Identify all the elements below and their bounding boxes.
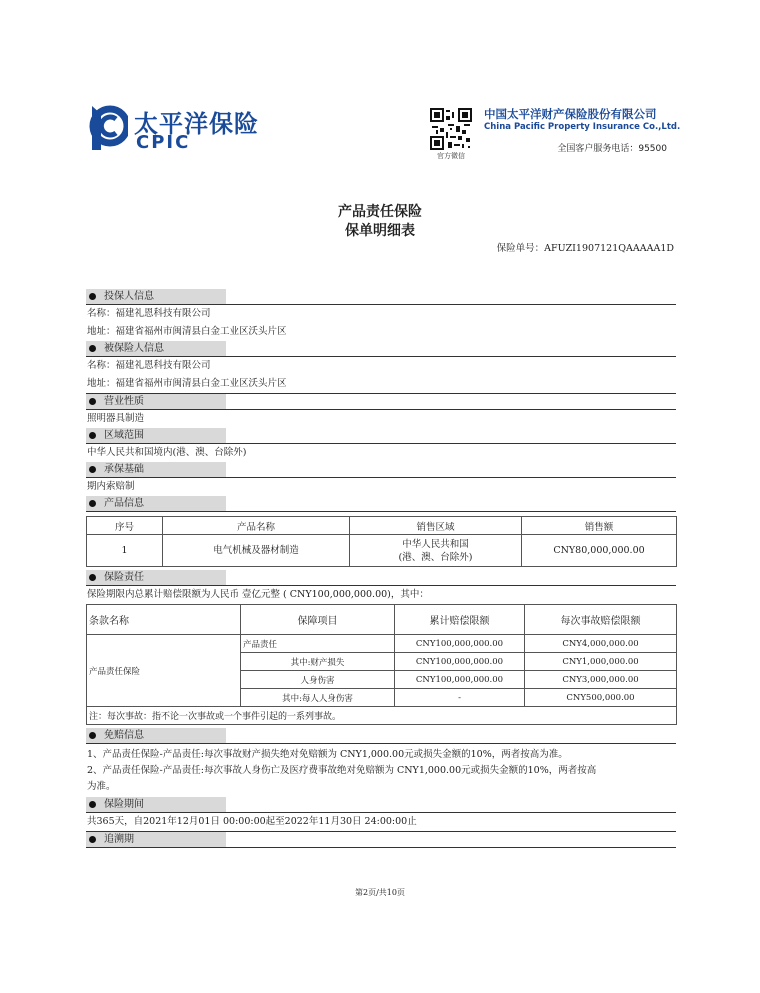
bullet-icon — [89, 732, 96, 739]
coverage-item: 其中:每人人身伤害 — [241, 689, 395, 707]
qr-caption: 官方微信 — [437, 152, 465, 160]
service-hotline: 全国客户服务电话：95500 — [557, 144, 667, 154]
bullet-icon — [89, 466, 96, 473]
qr-code-icon — [430, 108, 472, 150]
liability-intro: 保险期限内总累计赔偿限额为人民币 壹亿元整 ( CNY100,000,000.00)，其中： — [87, 589, 429, 600]
product-region: 中华人民共和国 (港、澳、台除外) — [350, 535, 522, 567]
applicant-name: 名称：福建礼恩科技有限公司 — [87, 308, 211, 319]
insured-address: 地址：福建省福州市闽清县白金工业区沃头片区 — [86, 375, 676, 394]
deductible-line-1: 1、产品责任保险-产品责任:每次事故财产损失绝对免赔额为 CNY1,000.00元或损失金额的10%，两者按高为准。 — [87, 749, 568, 760]
per-occurrence-limit: CNY4,000,000.00 — [525, 635, 677, 653]
section-header-insured: 被保险人信息 — [86, 341, 676, 357]
policy-number: 保险单号：AFUZI1907121QAAAAA1D — [496, 243, 674, 254]
cpic-logo-mark-icon — [88, 102, 128, 152]
section-header-business: 营业性质 — [86, 394, 676, 410]
company-name-chinese: 中国太平洋财产保险股份有限公司 — [484, 107, 657, 121]
policy-details — [86, 289, 676, 848]
bullet-icon — [89, 293, 96, 300]
business-nature: 照明器具制造 — [87, 413, 145, 424]
logo-english-text: CPIC — [136, 132, 191, 153]
bullet-icon — [89, 801, 96, 808]
coverage-item: 产品责任 — [241, 635, 395, 653]
bullet-icon — [89, 345, 96, 352]
aggregate-limit: CNY100,000,000.00 — [395, 653, 525, 671]
bullet-icon — [89, 500, 96, 507]
logo-chinese-text: 太平洋保险 — [134, 110, 259, 138]
bullet-icon — [89, 432, 96, 439]
column-header: 条款名称 — [87, 605, 241, 635]
table-note-row — [87, 707, 677, 725]
bullet-icon — [89, 574, 96, 581]
aggregate-limit: CNY100,000,000.00 — [395, 671, 525, 689]
table-header-row — [87, 605, 677, 635]
bullet-icon — [89, 836, 96, 843]
section-header-retroactive: 追溯期 — [86, 832, 676, 848]
column-header: 销售区域 — [350, 517, 522, 535]
bullet-icon — [89, 398, 96, 405]
column-header: 每次事故赔偿限额 — [525, 605, 677, 635]
product-sales: CNY80,000,000.00 — [522, 535, 677, 567]
applicant-address: 地址：福建省福州市闽清县白金工业区沃头片区 — [87, 326, 287, 337]
underwriting-basis: 期内索赔制 — [87, 481, 135, 492]
section-header-basis: 承保基础 — [86, 462, 676, 478]
liability-note: 注：每次事故：指不论一次事故或一个事件引起的一系列事故。 — [87, 707, 677, 725]
product-name: 电气机械及器材制造 — [163, 535, 350, 567]
column-header: 保障项目 — [241, 605, 395, 635]
section-header-applicant: 投保人信息 — [86, 289, 676, 305]
insured-name: 名称：福建礼恩科技有限公司 — [87, 360, 211, 371]
column-header: 累计赔偿限额 — [395, 605, 525, 635]
column-header: 产品名称 — [163, 517, 350, 535]
deductible-line-2: 2、产品责任保险-产品责任:每次事故人身伤亡及医疗费事故绝对免赔额为 CNY1,000.00元或损失金额的10%，两者按高 — [87, 765, 597, 776]
aggregate-limit: - — [395, 689, 525, 707]
per-occurrence-limit: CNY3,000,000.00 — [525, 671, 677, 689]
column-header: 序号 — [87, 517, 163, 535]
liability-table — [86, 604, 677, 725]
table-row — [87, 635, 677, 653]
section-header-region: 区域范围 — [86, 428, 676, 444]
deductible-line-2-cont: 为准。 — [87, 781, 116, 792]
table-row — [87, 535, 677, 567]
document-subtitle: 保单明细表 — [345, 223, 415, 239]
aggregate-limit: CNY100,000,000.00 — [395, 635, 525, 653]
section-header-liability: 保险责任 — [86, 570, 676, 586]
product-table — [86, 516, 677, 567]
column-header: 销售额 — [522, 517, 677, 535]
coverage-item: 人身伤害 — [241, 671, 395, 689]
product-no: 1 — [87, 535, 163, 567]
cpic-logo — [88, 102, 288, 158]
document-title: 产品责任保险 — [338, 204, 422, 220]
per-occurrence-limit: CNY500,000.00 — [525, 689, 677, 707]
insurance-period: 共365天，自2021年12月01日 00:00:00起至2022年11月30日 24:00:00止 — [86, 813, 676, 832]
per-occurrence-limit: CNY1,000,000.00 — [525, 653, 677, 671]
coverage-item: 其中:财产损失 — [241, 653, 395, 671]
coverage-region: 中华人民共和国境内(港、澳、台除外) — [87, 447, 247, 458]
page-number: 第2页/共10页 — [355, 888, 405, 897]
clause-name: 产品责任保险 — [87, 635, 241, 707]
company-name-english: China Pacific Property Insurance Co.,Ltd. — [484, 122, 681, 132]
section-header-period: 保险期间 — [86, 797, 676, 813]
section-header-deductible: 免赔信息 — [86, 728, 676, 744]
section-header-product: 产品信息 — [86, 496, 676, 512]
table-header-row — [87, 517, 677, 535]
